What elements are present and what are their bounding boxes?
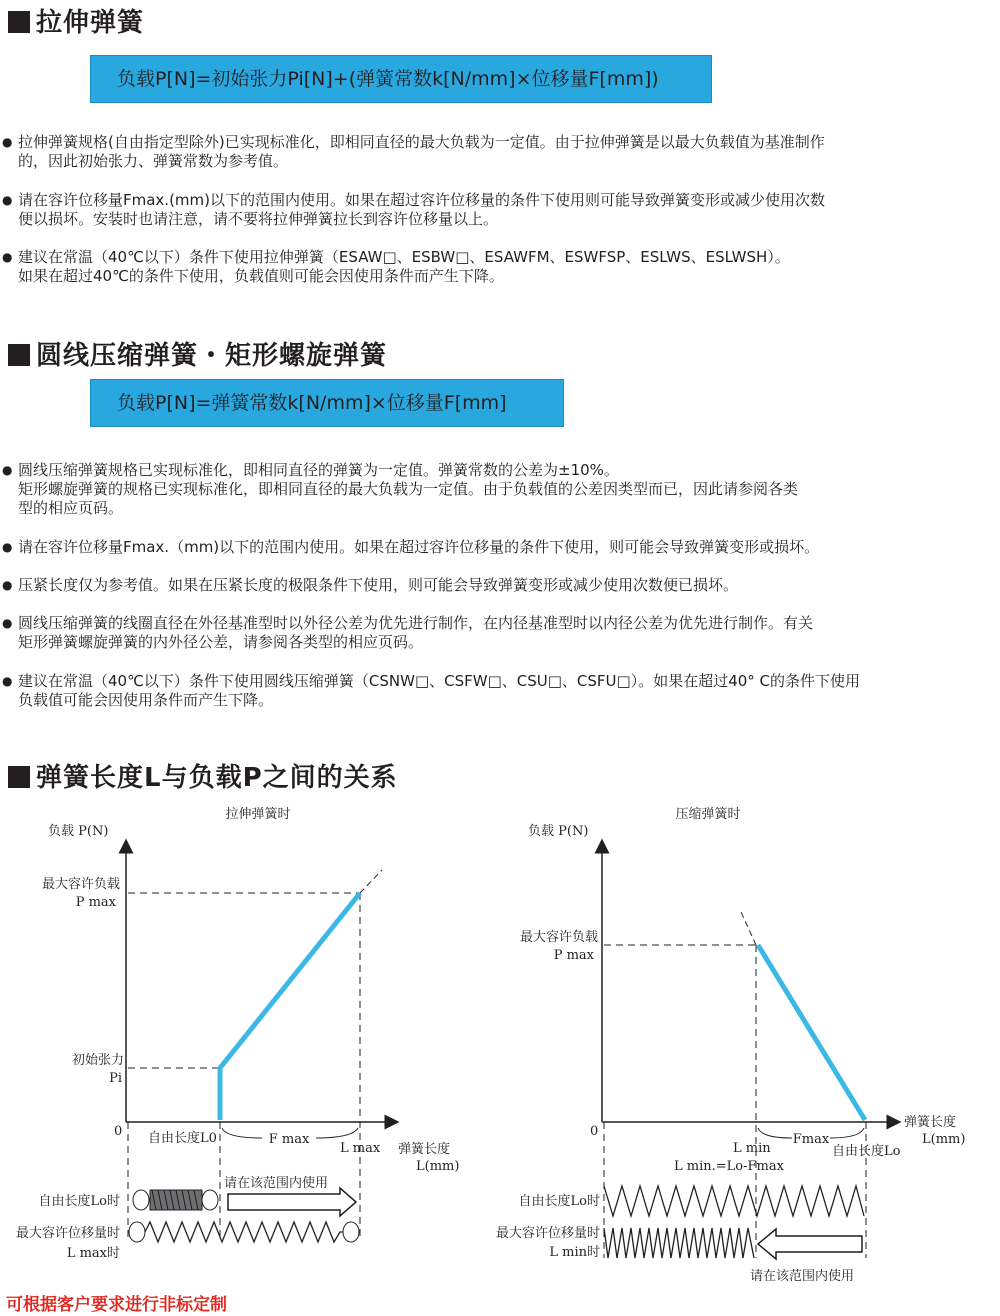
- tension-chart-subtitle: 拉伸弹簧时: [225, 807, 291, 822]
- bullet-line: 圆线压缩弹簧的线圈直径在外径基准型时以外径公差为优先进行制作，在内径基准型时以内径公差为优先进行制作。有关: [18, 614, 814, 632]
- bullet-line: 请在容许位移量Fmax.(mm)以下的范围内使用。如果在超过容许位移量的条件下使用则可能导致弹簧变形或减少使用次数: [18, 191, 826, 209]
- bullet-dot-icon: ●: [2, 250, 13, 264]
- compression-pmax-symbol: P max: [553, 948, 594, 963]
- bullet-line: 请在容许位移量Fmax.（mm)以下的范围内使用。如果在超过容许位移量的条件下使用，则可能会导致弹簧变形或损坏。: [18, 538, 820, 556]
- tension-y-axis-label: 负载 P(N): [48, 824, 109, 839]
- compression-fmax-bracket-left: [758, 1128, 792, 1138]
- square-bullet-icon: [8, 11, 30, 33]
- bullet-line: 矩形螺旋弹簧的规格已实现标准化，即相同直径的最大负载为一定值。由于负载值的公差因类型而已，因此请参阅各类: [18, 480, 799, 498]
- compression-extension-dash: [741, 912, 756, 945]
- section-title-compression: [8, 335, 387, 372]
- bullet-dot-icon: ●: [2, 463, 13, 477]
- bullet-dot-icon: ●: [2, 135, 13, 149]
- tension-fmax-bracket-right: [316, 1128, 358, 1138]
- bullet-line: 如果在超过40℃的条件下使用，负载值则可能会因使用条件而产生下降。: [18, 267, 504, 285]
- formula-text: 负载P[N]=初始张力Pi[N]+(弹簧常数k[N/mm]×位移量F[mm]): [117, 68, 659, 90]
- tension-spring-hook-right-2: [343, 1222, 359, 1242]
- spring-relation-diagrams: [0, 790, 1000, 1290]
- compression-fmax-bracket-right: [830, 1128, 864, 1138]
- compression-x-axis-unit: L(mm): [922, 1132, 966, 1147]
- tension-pi-symbol: Pi: [109, 1071, 122, 1086]
- bullet-line: 建议在常温（40℃以下）条件下使用圆线压缩弹簧（CSNW□、CSFW□、CSU□、CSFU□）。如果在超过40° C的条件下使用: [18, 672, 861, 690]
- bullet-dot-icon: ●: [2, 578, 13, 592]
- compression-free-length-label: 自由长度Lo: [832, 1144, 901, 1159]
- compression-pmax-label: 最大容许负载: [519, 930, 598, 945]
- compression-range-arrow: [758, 1229, 862, 1259]
- formula-text: 负载P[N]=弹簧常数k[N/mm]×位移量F[mm]: [117, 392, 507, 414]
- tension-range-label: 请在该范围内使用: [224, 1176, 329, 1191]
- tension-fmax-bracket-left: [222, 1128, 262, 1138]
- tension-spring-hook-left: [133, 1190, 149, 1210]
- tension-lmax-label: L max: [340, 1141, 381, 1156]
- section-title-relation: [8, 757, 398, 794]
- bullet-list-tension: [0, 133, 1000, 293]
- tension-pmax-symbol: P max: [75, 895, 116, 910]
- bullet-line: 便以损坏。安装时也请注意，请不要将拉伸弹簧拉长到容许位移量以上。: [18, 210, 499, 228]
- section-title-tension: [8, 2, 144, 39]
- tension-pmax-label: 最大容许负载: [41, 877, 120, 892]
- tension-x-axis-unit: L(mm): [416, 1159, 460, 1174]
- compression-row1-label: 自由长度Lo时: [518, 1194, 600, 1209]
- tension-row2-label-b: L max时: [66, 1246, 120, 1261]
- tension-fmax-label: F max: [268, 1132, 310, 1147]
- compression-row2-label-a: 最大容许位移量时: [495, 1226, 600, 1241]
- compression-origin-label: 0: [590, 1124, 599, 1139]
- bullet-line: 压紧长度仅为参考值。如果在压紧长度的极限条件下使用，则可能会导致弹簧变形或减少使用次数便已损坏。: [18, 576, 739, 594]
- tension-spring-closed: [150, 1190, 202, 1210]
- tension-range-arrow: [228, 1188, 356, 1216]
- compression-chart-subtitle: 压缩弹簧时: [675, 807, 741, 822]
- formula-box-tension: [90, 55, 712, 103]
- tension-x-axis-label: 弹簧长度: [398, 1142, 451, 1157]
- compression-chart: [496, 807, 965, 1284]
- tension-row1-label: 自由长度Lo时: [38, 1194, 120, 1209]
- compression-lmin-formula: L min.=Lo-Fmax: [674, 1159, 784, 1174]
- tension-spring-hook-right: [202, 1190, 218, 1210]
- section-title-text: 弹簧长度L与负载P之间的关系: [36, 763, 398, 793]
- compression-lmin-label: L min: [733, 1141, 771, 1156]
- tension-spring-hook-left-2: [129, 1222, 145, 1242]
- square-bullet-icon: [8, 766, 30, 788]
- compression-spring-compressed: [604, 1228, 754, 1258]
- compression-row2-label-b: L min时: [549, 1245, 600, 1260]
- bullet-line: 圆线压缩弹簧规格已实现标准化，即相同直径的弹簧为一定值。弹簧常数的公差为±10%。: [18, 461, 619, 479]
- bullet-line: 拉伸弹簧规格(自由指定型除外)已实现标准化，即相同直径的最大负载为一定值。由于拉伸弹簧是以最大负载值为基准制作: [18, 133, 825, 151]
- tension-spring-stretched: [145, 1222, 343, 1242]
- bullet-dot-icon: ●: [2, 674, 13, 688]
- tension-origin-label: 0: [114, 1124, 123, 1139]
- section-title-text: 拉伸弹簧: [36, 8, 145, 38]
- tension-row2-label-a: 最大容许位移量时: [15, 1226, 120, 1241]
- bullet-dot-icon: ●: [2, 616, 13, 630]
- bullet-list-compression: [0, 461, 1000, 721]
- compression-load-curve: [758, 945, 865, 1120]
- bullet-dot-icon: ●: [2, 540, 13, 554]
- tension-pi-label: 初始张力: [71, 1053, 124, 1068]
- compression-range-label: 请在该范围内使用: [750, 1269, 855, 1284]
- tension-free-length-label: 自由长度L0: [148, 1131, 217, 1146]
- bullet-line: 的，因此初始张力、弹簧常数为参考值。: [18, 152, 289, 170]
- bullet-line: 型的相应页码。: [18, 499, 124, 517]
- custom-order-note: 可根据客户要求进行非标定制: [6, 1295, 227, 1315]
- bullet-line: 矩形弹簧螺旋弹簧的内外径公差，请参阅各类型的相应页码。: [18, 633, 424, 651]
- section-title-text: 圆线压缩弹簧・矩形螺旋弹簧: [36, 341, 388, 371]
- square-bullet-icon: [8, 344, 30, 366]
- compression-fmax-label: Fmax: [792, 1132, 830, 1147]
- compression-x-axis-label: 弹簧长度: [904, 1115, 957, 1130]
- bullet-line: 建议在常温（40℃以下）条件下使用拉伸弹簧（ESAW□、ESBW□、ESAWFM、ESWFSP、ESLWS、ESLWSH）。: [18, 248, 790, 266]
- bullet-line: 负载值可能会因使用条件而产生下降。: [18, 691, 274, 709]
- compression-y-axis-label: 负载 P(N): [528, 824, 589, 839]
- formula-box-compression: [90, 379, 564, 427]
- compression-spring-free: [604, 1186, 864, 1216]
- tension-extension-dash: [360, 870, 382, 893]
- bullet-dot-icon: ●: [2, 193, 13, 207]
- tension-chart: [16, 806, 459, 1261]
- tension-load-curve: [220, 893, 360, 1120]
